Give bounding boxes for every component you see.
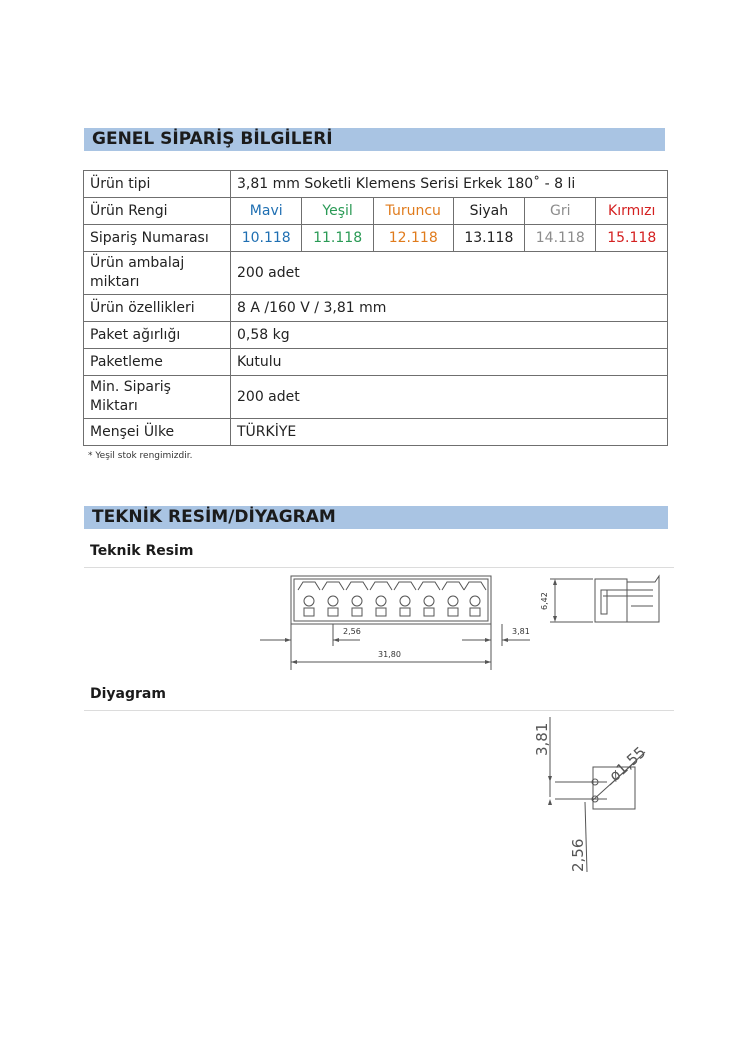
table-row [84,419,668,446]
label-min-order: Min. Sipariş Miktarı [84,376,231,419]
section-header-technical-drawing: TEKNİK RESİM/DİYAGRAM [84,506,668,529]
subheading-technical-drawing: Teknik Resim [90,543,194,559]
dim-bottom-label: 2,56 [569,838,587,872]
side-view-drawing [535,570,665,635]
section-header-order-info: GENEL SİPARİŞ BİLGİLERİ [84,128,665,151]
divider [84,567,674,568]
label-product-color: Ürün Rengi [84,198,231,225]
label-product-features: Ürün özellikleri [84,295,231,322]
value-package-quantity: 200 adet [231,252,668,295]
value-package-weight: 0,58 kg [231,322,668,349]
table-row [84,295,668,322]
color-name-red: Kırmızı [596,198,668,225]
value-min-order: 200 adet [231,376,668,419]
table-row [84,171,668,198]
order-info-table [83,170,668,446]
table-row [84,322,668,349]
table-row [84,376,668,419]
dim-total-label: 31,80 [378,650,401,659]
color-name-blue: Mavi [231,198,302,225]
label-packaging: Paketleme [84,349,231,376]
value-product-features: 8 A /160 V / 3,81 mm [231,295,668,322]
dim-pitch-label: 2,56 [343,627,361,636]
value-product-type: 3,81 mm Soketli Klemens Serisi Erkek 180˚ - 8 li [231,171,668,198]
divider [84,710,674,711]
table-row [84,252,668,295]
order-code-green: 11.118 [302,225,373,252]
value-origin-country: TÜRKİYE [231,419,668,446]
label-order-number: Sipariş Numarası [84,225,231,252]
dim-top-label: 3,81 [533,722,551,756]
label-origin-country: Menşei Ülke [84,419,231,446]
order-code-black: 13.118 [453,225,524,252]
color-name-gray: Gri [525,198,596,225]
dim-height-label: 6,42 [540,592,549,610]
order-code-gray: 14.118 [525,225,596,252]
order-code-orange: 12.118 [373,225,453,252]
value-packaging: Kutulu [231,349,668,376]
order-code-red: 15.118 [596,225,668,252]
label-package-quantity: Ürün ambalaj miktarı [84,252,231,295]
color-name-green: Yeşil [302,198,373,225]
color-name-black: Siyah [453,198,524,225]
label-package-weight: Paket ağırlığı [84,322,231,349]
label-product-type: Ürün tipi [84,171,231,198]
pcb-diagram [515,712,675,882]
order-code-blue: 10.118 [231,225,302,252]
table-row [84,198,668,225]
stock-color-note: * Yeşil stok rengimizdir. [88,451,193,461]
table-row [84,349,668,376]
front-view-drawing [250,570,540,675]
dim-hole-label: ø1,55 [605,743,650,785]
table-row [84,225,668,252]
dim-end-label: 3,81 [512,627,530,636]
color-name-orange: Turuncu [373,198,453,225]
subheading-diagram: Diyagram [90,686,166,702]
